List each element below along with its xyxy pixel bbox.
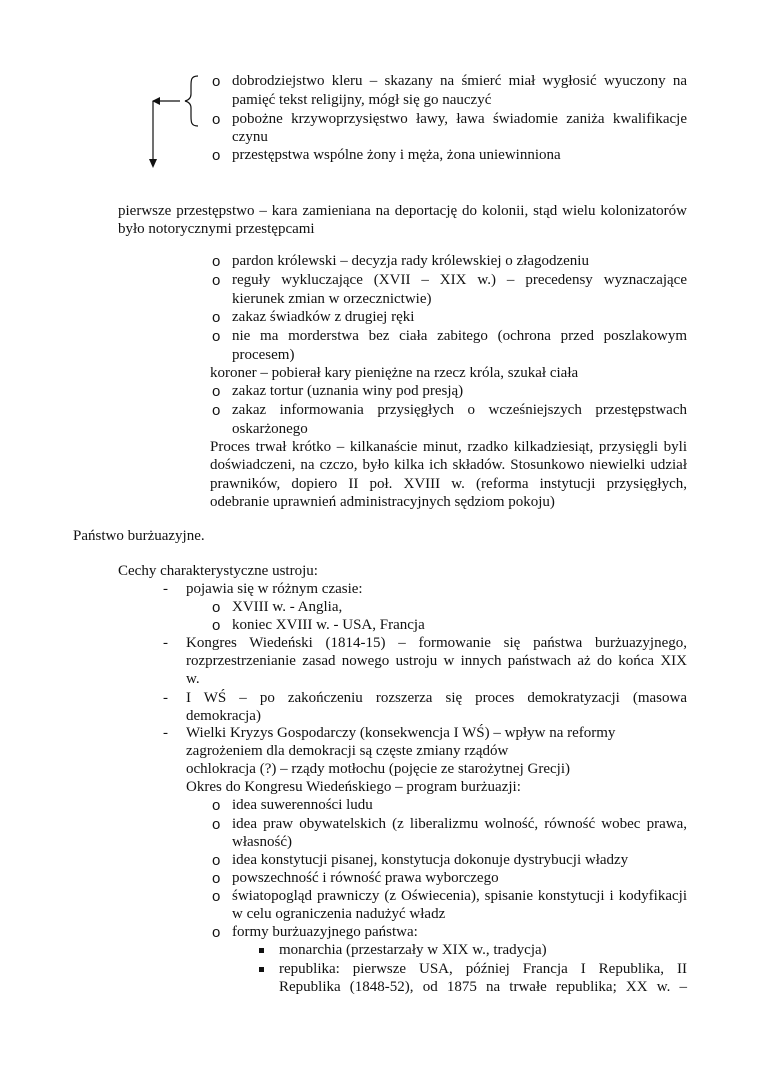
bullet-marker: o [212,383,221,400]
list-item-continuation: oskarżonego [232,421,308,437]
bullet-marker: o [212,111,221,128]
bullet-marker: o [212,147,221,164]
list-item: powszechność i równość prawa wyborczego [232,870,499,886]
dash-item-continuation: ochlokracja (?) – rządy motłochu (pojęcie ze starożytnej Grecji) [186,761,570,777]
dash-item-continuation: w. [186,671,200,687]
dash-item: Kongres Wiedeński (1814-15) – formowanie się państwa burżuazyjnego, [186,635,687,651]
bullet-marker: o [212,272,221,289]
list-item: idea praw obywatelskich (z liberalizmu wolność, równość wobec prawa, [232,816,687,832]
list-item: reguły wykluczające (XVII – XIX w.) – precedensy wyznaczające [232,272,687,288]
bullet-marker: o [212,816,221,833]
dash-marker: - [163,581,168,597]
list-item: republika: pierwsze USA, później Francja I Republika, II [279,961,687,977]
dash-marker: - [163,725,168,741]
section-heading: Państwo burżuazyjne. [73,528,205,544]
proces-paragraph-line: Proces trwał krótko – kilkanaście minut, rzadko kilkadziesiąt, przysięgli byli [210,439,687,455]
list-item-continuation: własność) [232,834,292,850]
list-item-continuation: w celu ograniczenia nadużyć władz [232,906,446,922]
square-bullet-icon [259,967,264,972]
dash-marker: - [163,635,168,651]
paragraph-line: pierwsze przestępstwo – kara zamieniana na deportację do kolonii, stąd wielu kolonizatorów [118,203,687,219]
list-item: formy burżuazyjnego państwa: [232,924,418,940]
list-item: nie ma morderstwa bez ciała zabitego (ochrona przed poszlakowym [232,328,687,344]
list-item: koniec XVIII w. - USA, Francja [232,617,425,633]
bullet-marker: o [212,617,221,634]
proces-paragraph-line: prawników, dopiero II poł. XVIII w. (reforma instytucji przysięgłych, [210,476,687,492]
bullet-marker: o [212,309,221,326]
bullet-marker: o [212,328,221,345]
dash-item-continuation: demokracja) [186,708,261,724]
proces-paragraph-line: odebranie uprawnień administracyjnych sędziom pokoju) [210,494,555,510]
bullet-marker: o [212,797,221,814]
dash-item: I WŚ – po zakończeniu rozszerza się proces demokratyzacji (masowa [186,690,687,706]
list-item: XVIII w. - Anglia, [232,599,343,615]
list-item: monarchia (przestarzały w XIX w., tradycja) [279,942,547,958]
list-item-continuation: pamięć tekst religijny, mógł się go nauczyć [232,92,492,108]
square-bullet-icon [259,948,264,953]
bullet-marker: o [212,402,221,419]
list-item: idea konstytucji pisanej, konstytucja dokonuje dystrybucji władzy [232,852,629,868]
list-item: zakaz informowania przysięgłych o wcześniejszych przestępstwach [232,402,687,418]
arrow-down-head [149,159,157,168]
list-item-continuation: procesem) [232,347,295,363]
dash-item-continuation: zagrożeniem dla demokracji są częste zmiany rządów [186,743,509,759]
bullet-marker: o [212,599,221,616]
list-item: dobrodziejstwo kleru – skazany na śmierć miał wygłosić wyuczony na [232,73,687,89]
bullet-marker: o [212,888,221,905]
dash-item-continuation: Okres do Kongresu Wiedeńskiego – program burżuazji: [186,779,521,795]
dash-item: pojawia się w różnym czasie: [186,581,363,597]
list-item: idea suwerenności ludu [232,797,373,813]
list-item: światopogląd prawniczy (z Oświecenia), spisanie konstytucji i kodyfikacji [232,888,687,904]
bullet-marker: o [212,73,221,90]
list-item: pobożne krzywoprzysięstwo ławy, ława świadomie zaniża kwalifikacje [232,111,687,127]
subsection-intro: Cechy charakterystyczne ustroju: [118,563,318,579]
bullet-marker: o [212,253,221,270]
list-item: przestępstwa wspólne żony i męża, żona uniewinniona [232,147,561,163]
proces-paragraph-line: doświadczeni, na czczo, było kilka ich składów. Stosunkowo niewielki udział [210,457,687,473]
bullet-marker: o [212,852,221,869]
list-item-continuation: kierunek zmian w orzecznictwie) [232,291,432,307]
list-item: pardon królewski – decyzja rady królewskiej o złagodzeniu [232,253,589,269]
list-item: zakaz świadków z drugiej ręki [232,309,415,325]
bullet-marker: o [212,924,221,941]
bullet-marker: o [212,870,221,887]
koroner-note: koroner – pobierał kary pieniężne na rzecz króla, szukał ciała [210,365,579,381]
dash-item: Wielki Kryzys Gospodarczy (konsekwencja I WŚ) – wpływ na reformy [186,725,616,741]
dash-marker: - [163,690,168,706]
list-item-continuation: czynu [232,129,268,145]
curly-brace [185,76,198,126]
list-item-continuation: Republika (1848-52), od 1875 na trwałe republika; XX w. – [279,979,687,995]
list-item: zakaz tortur (uznania winy pod presją) [232,383,464,399]
dash-item-continuation: rozprzestrzenianie zasad nowego ustroju w innych państwach aż do końca XIX [186,653,687,669]
paragraph-line: było notorycznymi przestępcami [118,221,315,237]
